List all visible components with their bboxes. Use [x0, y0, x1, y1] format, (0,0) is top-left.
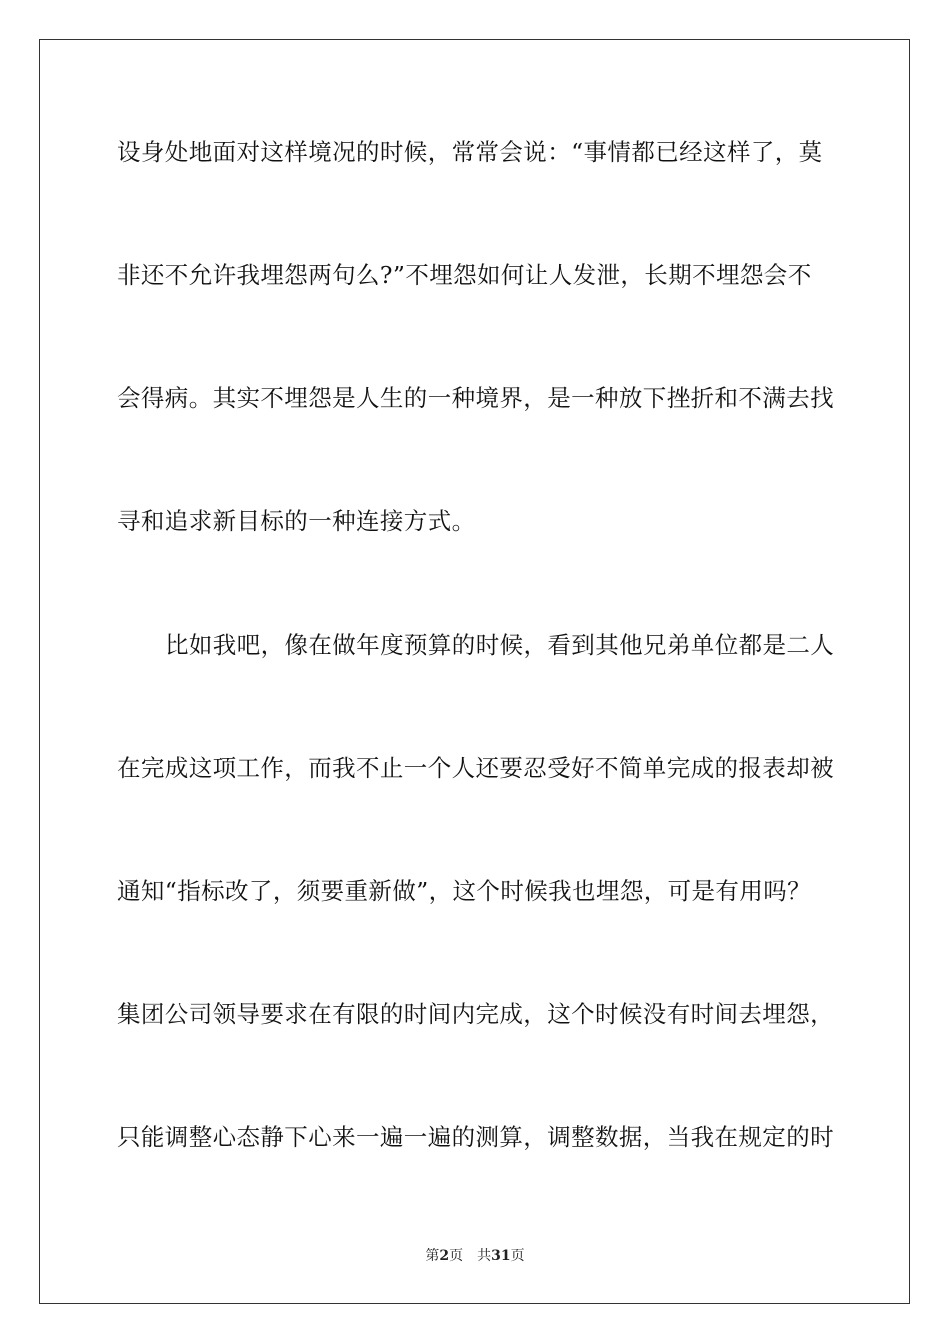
body-text-line: 通知“指标改了，须要重新做”，这个时候我也埋怨，可是有用吗？	[117, 877, 812, 905]
total-label-prefix: 共	[477, 1248, 492, 1264]
total-pages-number: 31	[491, 1248, 511, 1264]
body-text-line: 只能调整心态静下心来一遍一遍的测算，调整数据，当我在规定的时	[117, 1123, 834, 1151]
body-text-line: 集团公司领导要求在有限的时间内完成，这个时候没有时间去埋怨，	[117, 1000, 834, 1028]
paragraph-first-line: 比如我吧，像在做年度预算的时候，看到其他兄弟单位都是二人	[165, 631, 835, 659]
body-text-line: 会得病。其实不埋怨是人生的一种境界，是一种放下挫折和不满去找	[117, 384, 834, 412]
total-label-suffix: 页	[510, 1248, 525, 1264]
current-page-number: 2	[439, 1248, 450, 1264]
page-label-suffix: 页	[449, 1248, 464, 1264]
page-footer	[0, 1246, 950, 1266]
page-label-prefix: 第	[425, 1248, 440, 1264]
body-text-line: 非还不允许我埋怨两句么?”不埋怨如何让人发泄，长期不埋怨会不	[117, 261, 812, 289]
body-text-line: 在完成这项工作，而我不止一个人还要忍受好不简单完成的报表却被	[117, 754, 834, 782]
body-text-line: 寻和追求新目标的一种连接方式。	[117, 507, 476, 535]
body-text-line: 设身处地面对这样境况的时候，常常会说：“事情都已经这样了，莫	[117, 138, 823, 166]
page-border	[39, 39, 910, 1304]
